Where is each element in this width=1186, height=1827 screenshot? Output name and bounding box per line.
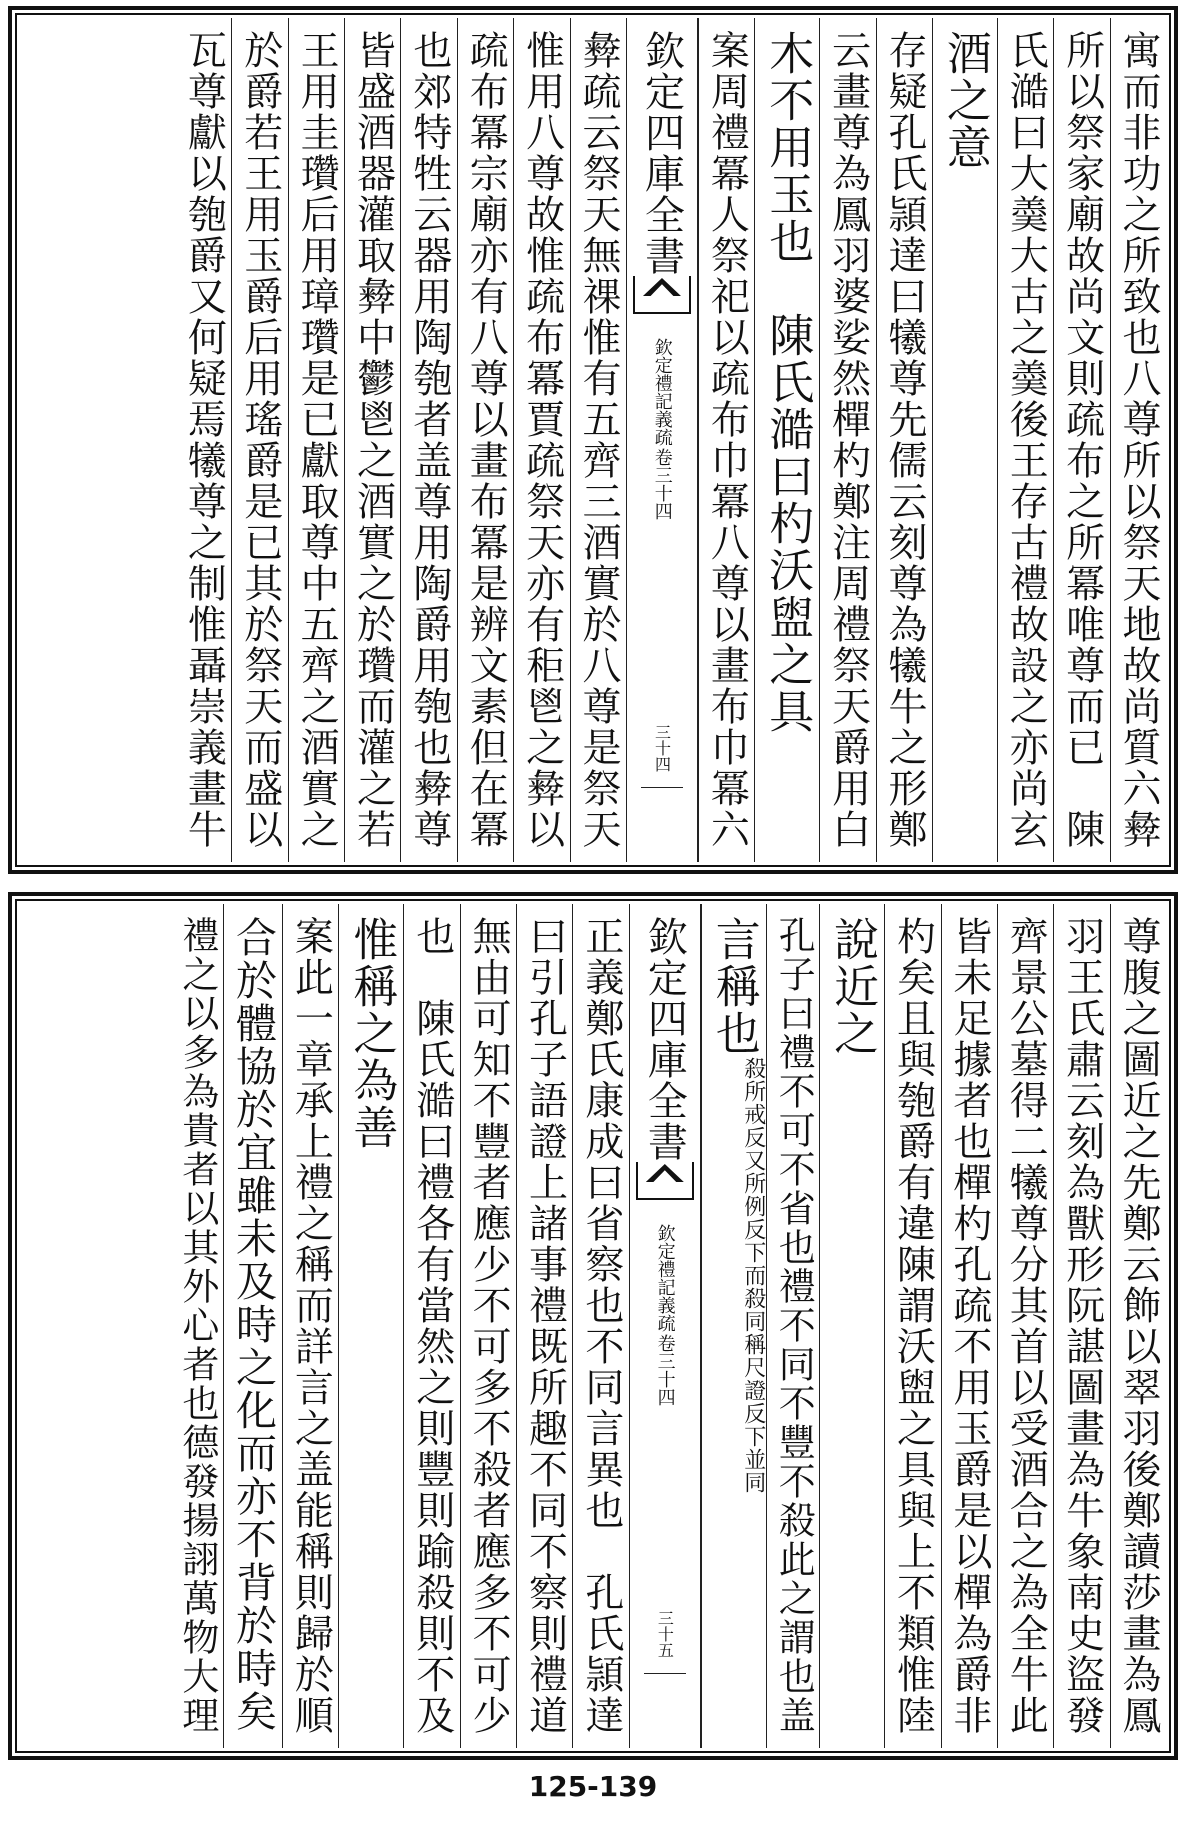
text-column: 曰引孔子語證上諸事禮既所趣不同不察則禮道 — [516, 904, 572, 1748]
text-column: 所以祭家廟故尚文則疏布之所冪唯尊而已 陳 — [1053, 18, 1109, 862]
text-column: 也 陳氏澔曰禮各有當然之則豐則踰殺則不及 — [403, 904, 459, 1748]
text-column: 孔子曰禮不可不省也禮不同不豐不殺此之謂也盖 — [766, 904, 820, 1748]
text-column: 齊景公墓得二犧尊分其首以受酒合之為全牛此 — [997, 904, 1053, 1748]
banner-title: 欽定四庫全書 — [638, 30, 685, 276]
top-text-panel — [8, 6, 1178, 874]
banner-subtitle — [651, 338, 673, 520]
text-column: 案此一章承上禮之稱而詳言之盖能稱則歸於順 — [282, 904, 338, 1748]
book-title: 欽定禮記義疏 — [651, 338, 673, 446]
center-banner — [629, 904, 701, 1748]
text-column: 寓而非功之所致也八尊所以祭天地故尚質六彜 — [1110, 18, 1166, 862]
text-column: 案周禮冪人祭祀以疏布巾冪八尊以畫布巾冪六 — [698, 18, 754, 862]
text-column: 說近之 — [819, 904, 884, 1748]
page-label: 125-139 — [528, 1770, 658, 1803]
text-column: 無由可知不豐者應少不可多不殺者應多不可少 — [460, 904, 516, 1748]
text-column: 酒之意 — [932, 18, 997, 862]
banner-subtitle — [654, 1224, 676, 1406]
text-column: 皆未足據者也樿杓孔疏不用玉爵是以樿為爵非 — [941, 904, 997, 1748]
volume-number: 卷三十四 — [651, 448, 673, 520]
text-column: 禮之以多為貴者以其外心者也德發揚詡萬物大理 — [175, 916, 219, 1735]
interlinear-note: 殺同稱尺證反下並同 — [740, 1287, 766, 1494]
text-column: 氏澔曰大羮大古之羮後王存古禮故設之亦尚玄 — [997, 18, 1053, 862]
center-banner — [626, 18, 698, 862]
text-column: 彜疏云祭天無祼惟有五齊三酒實於八尊是祭天 — [570, 18, 626, 862]
text-column: 正義鄭氏康成曰省察也不同言異也 孔氏頴達 — [572, 904, 628, 1748]
text-column: 羽王氏肅云刻為獸形阮諶圖畫為牛象南史盜發 — [1053, 904, 1109, 1748]
main-text: 言稱也 — [707, 916, 761, 1057]
book-title: 欽定禮記義疏 — [654, 1224, 676, 1332]
text-column: 惟用八尊故惟疏布冪賈疏祭天亦有秬鬯之彜以 — [513, 18, 569, 862]
fish-tail-mark-icon — [636, 1162, 694, 1200]
text-column: 木不用玉也 陳氏澔曰杓沃盥之具 — [754, 18, 819, 862]
page-number: 三十五 — [655, 1610, 675, 1658]
text-column: 瓦尊獻以匏爵又何疑焉犧尊之制惟聶崇義畫牛 — [181, 30, 227, 850]
text-column: 於爵若王用玉爵后用瑤爵是已其於祭天而盛以 — [231, 18, 287, 862]
text-column: 惟稱之為善 — [338, 904, 403, 1748]
volume-number: 卷三十四 — [654, 1334, 676, 1406]
text-column: 皆盛酒器灌取彜中鬱鬯之酒實之於瓚而灌之若 — [344, 18, 400, 862]
text-column: 王用圭瓚后用璋瓚是已獻取尊中五齊之酒實之 — [288, 18, 344, 862]
divider — [641, 787, 683, 788]
text-column: 存疑孔氏頴達曰犧尊先儒云刻尊為犧牛之形鄭 — [876, 18, 932, 862]
bottom-text-panel — [8, 892, 1178, 1760]
text-column: 疏布冪宗廟亦有八尊以畫布冪是辨文素但在冪 — [457, 18, 513, 862]
page-number: 三十四 — [652, 724, 672, 772]
banner-title: 欽定四庫全書 — [641, 916, 688, 1162]
annotated-column — [701, 904, 766, 1748]
text-column: 也郊特牲云器用陶匏者盖尊用陶爵用匏也彜尊 — [400, 18, 456, 862]
text-column: 云畫尊為鳳羽婆娑然樿杓鄭注周禮祭天爵用白 — [819, 18, 875, 862]
interlinear-note: 殺所戒反又所例反下而 — [740, 1057, 766, 1287]
divider — [644, 1673, 686, 1674]
fish-tail-mark-icon — [633, 276, 691, 314]
text-column: 合於體協於宜雖未及時之化而亦不背於時矣 — [223, 904, 282, 1748]
text-column: 尊腹之圖近之先鄭云飾以翠羽後鄭讀莎畫為鳳 — [1110, 904, 1166, 1748]
text-column: 杓矣且與匏爵有違陳謂沃盥之具與上不類惟陸 — [884, 904, 940, 1748]
